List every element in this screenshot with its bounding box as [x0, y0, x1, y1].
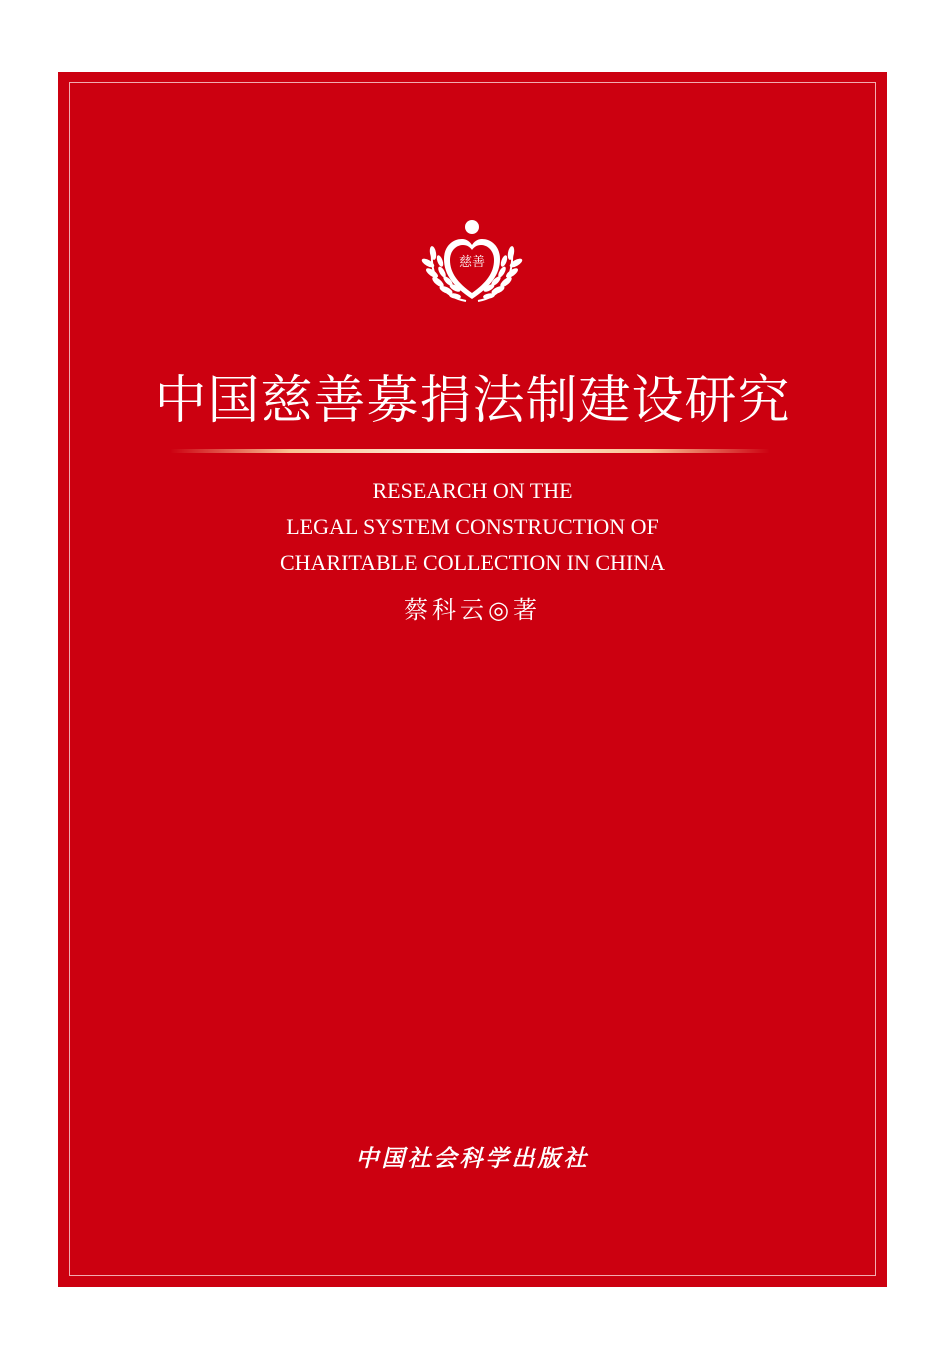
book-cover	[58, 72, 887, 1287]
book-title-english	[58, 473, 887, 581]
book-title-chinese: 中国慈善募捐法制建设研究	[154, 371, 791, 431]
book-title-english-line-2: LEGAL SYSTEM CONSTRUCTION OF	[286, 514, 659, 539]
emblem-label: 慈善	[458, 255, 485, 270]
book-title-english-line-1: RESEARCH ON THE	[372, 478, 573, 503]
publisher-name: 中国社会科学出版社	[355, 1145, 590, 1172]
title-divider	[170, 449, 770, 453]
charity-emblem-icon	[420, 217, 524, 307]
book-title-english-line-3: CHARITABLE COLLECTION IN CHINA	[279, 550, 666, 575]
author-line: 蔡科云◎著	[404, 596, 541, 624]
